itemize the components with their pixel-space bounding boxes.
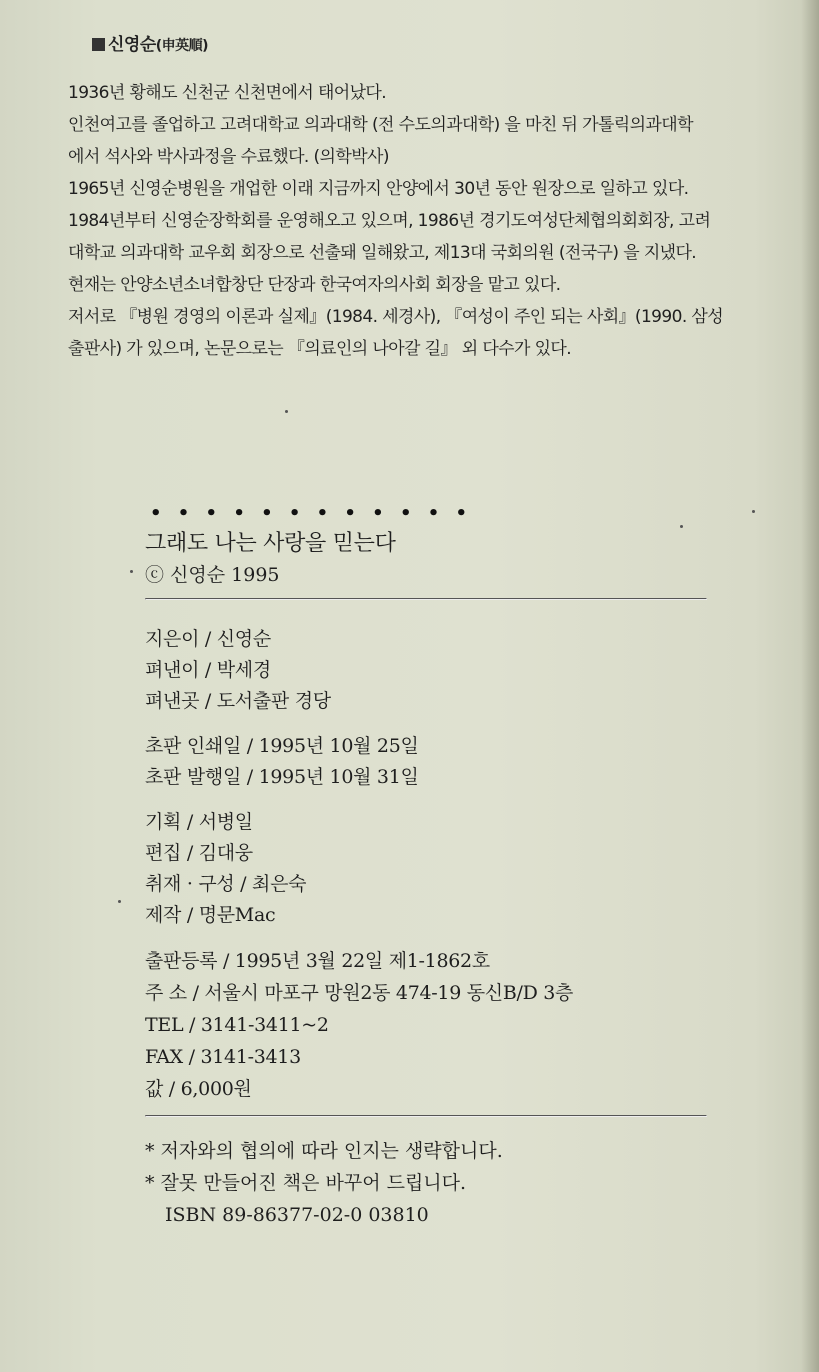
staff-line: 편집 / 김대웅 (145, 842, 253, 864)
paper-speck (285, 410, 288, 413)
note-line: * 잘못 만들어진 책은 바꾸어 드립니다. (145, 1172, 467, 1194)
note-line: * 저자와의 협의에 따라 인지는 생략합니다. (145, 1140, 503, 1162)
dotted-separator: • • • • • • • • • • • • (150, 503, 472, 524)
staff-line: 기획 / 서병일 (145, 811, 253, 833)
staff-group (145, 807, 705, 931)
credit-line: 지은이 / 신영순 (145, 628, 271, 650)
colophon (145, 528, 705, 1231)
author-biography (68, 77, 798, 365)
staff-line: 취재 · 구성 / 최은숙 (145, 873, 307, 895)
notes-group (145, 1135, 705, 1231)
page-edge-shadow (801, 0, 819, 1372)
fax-line: FAX / 3141-3413 (145, 1046, 301, 1068)
bio-line: 대학교 의과대학 교우회 회장으로 선출돼 일해왔고, 제13대 국회의원 (전국구) 을 지냈다. (68, 243, 697, 263)
square-bullet-icon (92, 38, 105, 51)
tel-line: TEL / 3141-3411~2 (145, 1014, 329, 1036)
edition-dates-group (145, 731, 705, 793)
bio-line: 에서 석사와 박사과정을 수료했다. (의학박사) (68, 147, 389, 167)
paper-speck (130, 570, 133, 573)
divider (145, 598, 707, 600)
credit-line: 펴낸곳 / 도서출판 경당 (145, 690, 331, 712)
bio-line: 1965년 신영순병원을 개업한 이래 지금까지 안양에서 30년 동안 원장으로 일하고 있다. (68, 179, 689, 199)
bio-line: 현재는 안양소년소녀합창단 단장과 한국여자의사회 회장을 맡고 있다. (68, 275, 561, 295)
address-line: 주 소 / 서울시 마포구 망원2동 474-19 동신B/D 3층 (145, 982, 574, 1004)
bio-line: 저서로 『병원 경영의 이론과 실제』(1984. 세경사), 『여성이 주인 되는 사회』(1990. 삼성 (68, 307, 724, 327)
divider (145, 1115, 707, 1117)
author-heading (92, 30, 208, 55)
copyright-line: ⓒ 신영순 1995 (145, 564, 280, 586)
bio-line: 1984년부터 신영순장학회를 운영해오고 있으며, 1986년 경기도여성단체협의회회장, 고려 (68, 211, 711, 231)
credits-group (145, 624, 705, 717)
date-line: 초판 발행일 / 1995년 10월 31일 (145, 766, 419, 788)
paper-speck (680, 525, 683, 528)
price-line: 값 / 6,000원 (145, 1078, 252, 1100)
book-title: 그래도 나는 사랑을 믿는다 (145, 531, 396, 556)
registration-line: 출판등록 / 1995년 3월 22일 제1-1862호 (145, 950, 490, 972)
isbn-line: ISBN 89-86377-02-0 03810 (165, 1204, 429, 1226)
author-name: 신영순 (108, 35, 156, 55)
author-name-hanja: (申英順) (155, 38, 209, 54)
paper-speck (752, 510, 755, 513)
bio-line: 인천여고를 졸업하고 고려대학교 의과대학 (전 수도의과대학) 을 마친 뒤 가톨릭의과대학 (68, 115, 693, 135)
paper-speck (118, 900, 121, 903)
registration-group (145, 945, 705, 1105)
date-line: 초판 인쇄일 / 1995년 10월 25일 (145, 735, 419, 757)
bio-line: 출판사) 가 있으며, 논문으로는 『의료인의 나아갈 길』 외 다수가 있다. (68, 339, 572, 359)
credit-line: 펴낸이 / 박세경 (145, 659, 271, 681)
staff-line: 제작 / 명문Mac (145, 904, 276, 926)
bio-line: 1936년 황해도 신천군 신천면에서 태어났다. (68, 83, 387, 103)
